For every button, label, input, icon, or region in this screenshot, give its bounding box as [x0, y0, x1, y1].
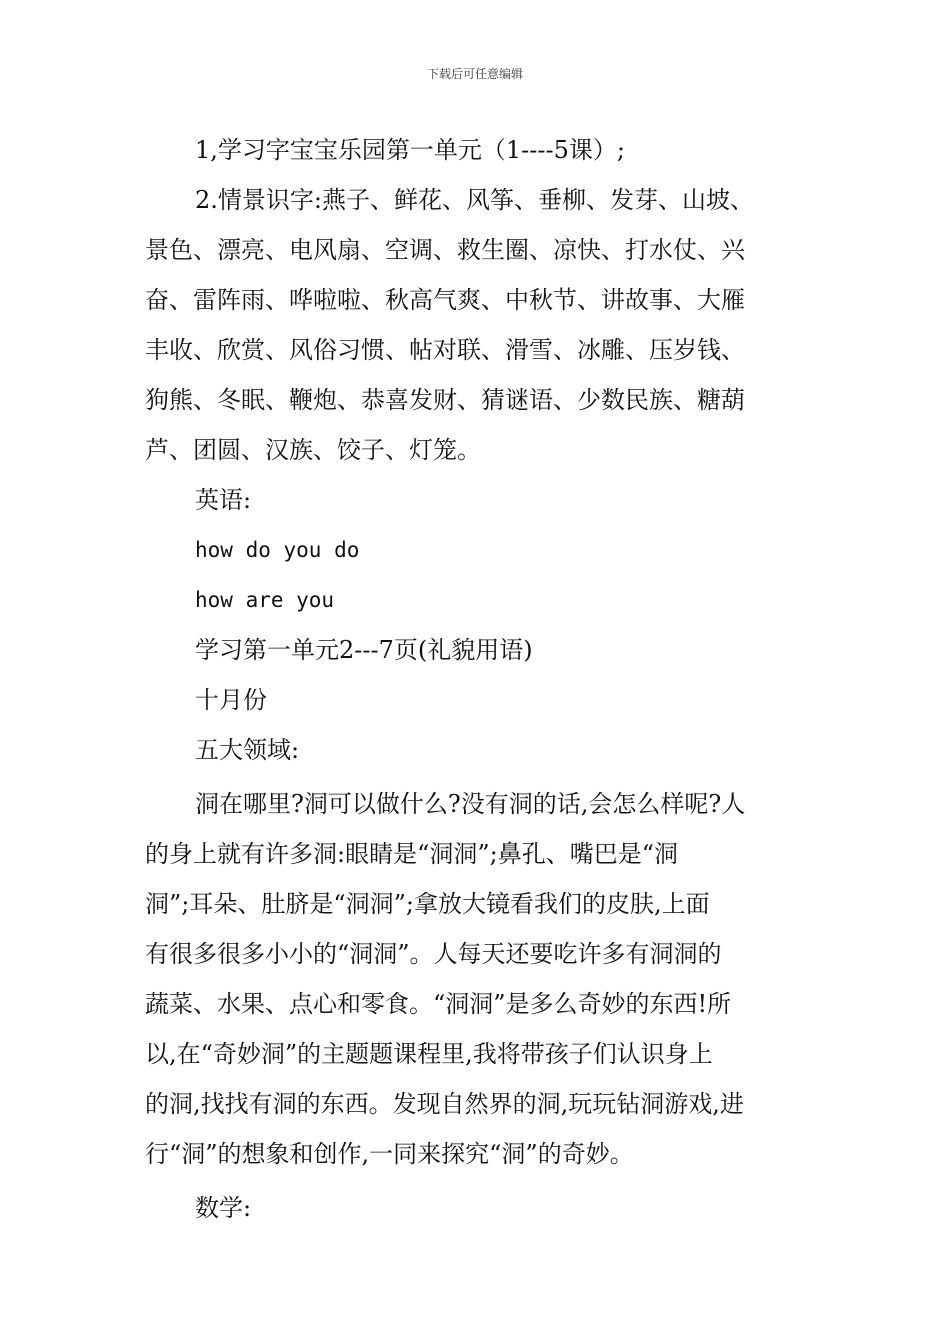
text-line-21: 行“洞”的想象和创作,一同来探究“洞”的奇妙。: [145, 1140, 634, 1168]
text-line-16: 洞”;耳朵、肚脐是“洞洞”;拿放大镜看我们的皮肤,上面: [145, 890, 710, 918]
page-header: 下载后可任意编辑: [426, 67, 523, 81]
text-line-1: 1,学习字宝宝乐园第一单元（1----5课）;: [195, 136, 625, 164]
text-line-2: 2.情景识字:燕子、鲜花、风筝、垂柳、发芽、山坡、: [195, 186, 754, 214]
text-line-22: 数学:: [195, 1194, 252, 1222]
text-line-11: 学习第一单元2---7页(礼貌用语): [195, 636, 533, 664]
text-line-19: 以,在“奇妙洞”的主题题课程里,我将带孩子们认识身上: [145, 1040, 713, 1068]
text-line-13: 五大领域:: [195, 736, 300, 764]
text-line-20: 的洞,找找有洞的东西。发现自然界的洞,玩玩钻洞游戏,进: [145, 1090, 744, 1118]
text-line-14: 洞在哪里?洞可以做什么?没有洞的话,会怎么样呢?人: [195, 790, 746, 818]
text-line-12: 十月份: [195, 686, 267, 714]
text-line-10: how are you: [195, 588, 335, 612]
text-line-18: 蔬菜、水果、点心和零食。“洞洞”是多么奇妙的东西!所: [145, 990, 732, 1018]
text-line-17: 有很多很多小小的“洞洞”。人每天还要吃许多有洞洞的: [145, 940, 722, 968]
text-line-4: 奋、雷阵雨、哗啦啦、秋高气爽、中秋节、讲故事、大雁: [145, 286, 745, 314]
document-body: [145, 125, 809, 1233]
text-line-5: 丰收、欣赏、风俗习惯、帖对联、滑雪、冰雕、压岁钱、: [145, 336, 745, 364]
text-line-7: 芦、团圆、汉族、饺子、灯笼。: [145, 436, 481, 464]
text-line-8: 英语:: [195, 486, 252, 514]
text-line-3: 景色、漂亮、电风扇、空调、救生圈、凉快、打水仗、兴: [145, 236, 745, 264]
text-line-15: 的身上就有许多洞:眼睛是“洞洞”;鼻孔、嘴巴是“洞: [145, 840, 678, 868]
text-line-9: how do you do: [195, 538, 360, 562]
text-line-6: 狗熊、冬眠、鞭炮、恭喜发财、猜谜语、少数民族、糖葫: [145, 386, 745, 414]
